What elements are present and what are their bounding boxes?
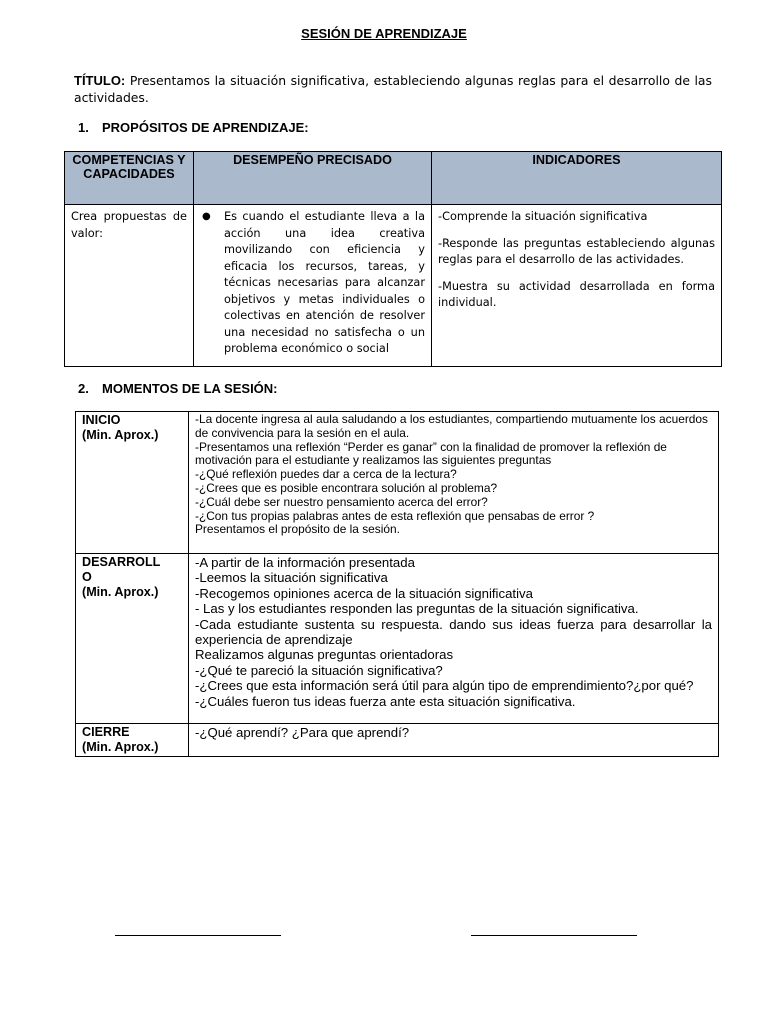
section-heading-text: MOMENTOS DE LA SESIÓN:	[102, 381, 278, 396]
section-number: 1.	[78, 120, 89, 135]
cierre-label-line: (Min. Aprox.)	[82, 740, 159, 754]
desarrollo-line: Realizamos algunas preguntas orientadoras	[195, 647, 454, 663]
inicio-line: -¿Con tus propias palabras antes de esta reflexión que pensabas de error ?	[195, 508, 595, 523]
desarrollo-line: -A partir de la información presentada	[195, 555, 415, 570]
document-title: SESIÓN DE APRENDIZAJE	[301, 26, 467, 41]
inicio-line: -¿Cuál debe ser nuestro pensamiento acerca del error?	[195, 494, 488, 509]
signature-line-right	[471, 935, 637, 936]
signature-line-left	[115, 935, 281, 936]
indicador-item: -Responde las preguntas estableciendo algunas reglas para el desarrollo de las actividades.	[438, 236, 715, 266]
desarrollo-label-line: O	[82, 570, 92, 584]
session-title-paragraph	[74, 72, 712, 106]
desarrollo-line: -Cada estudiante sustenta su respuesta. dando sus ideas fuerza para desarrollar la experiencia de aprendizaje	[195, 616, 712, 648]
indicador-item: -Muestra su actividad desarrollada en forma individual.	[438, 279, 715, 309]
inicio-line: -La docente ingresa al aula saludando a los estudiantes, compartiendo mutuamente los acuerdos de convivencia para la sesión en el aula.	[195, 412, 708, 440]
propositos-table	[64, 151, 722, 367]
inicio-label-line: (Min. Aprox.)	[82, 428, 159, 442]
inicio-content	[189, 412, 719, 554]
desarrollo-label-line: DESARROLL	[82, 555, 161, 569]
competencia-cell: Crea propuestas de valor:	[65, 205, 194, 367]
indicador-item: -Comprende la situación significativa	[438, 210, 648, 223]
cierre-content	[189, 724, 719, 757]
desarrollo-content	[189, 554, 719, 724]
cierre-line: -¿Qué aprendí? ¿Para que aprendí?	[195, 725, 410, 740]
indicadores-cell	[432, 205, 722, 367]
desarrollo-line: -¿Cuáles fueron tus ideas fuerza ante esta situación significativa.	[195, 693, 576, 709]
desempeno-text: Es cuando el estudiante lleva a la acción una idea creativa movilizando con eficiencia y eficacia los recursos, tareas, y técnicas necesarias para alcanzar objetivos y metas individuales o colectivas en atención de resolver una necesidad no satisfecha o un problema económico o social	[224, 210, 425, 355]
desarrollo-line: - Las y los estudiantes responden las preguntas de la situación significativa.	[195, 601, 639, 617]
section-heading-momentos	[78, 381, 278, 396]
desarrollo-line: -¿Qué te pareció la situación significativa?	[195, 662, 443, 678]
inicio-line: -¿Crees que es posible encontrara solución al problema?	[195, 480, 498, 495]
inicio-label	[76, 412, 189, 554]
inicio-line: -Presentamos una reflexión “Perder es ganar” con la finalidad de promover la reflexión de motivación para el estudiante y realizamos las siguientes preguntas	[195, 439, 667, 468]
header-competencias: COMPETENCIAS Y CAPACIDADES	[65, 152, 194, 205]
section-number: 2.	[78, 381, 89, 396]
section-heading-text: PROPÓSITOS DE APRENDIZAJE:	[102, 120, 309, 135]
desempeno-cell	[194, 205, 432, 367]
desarrollo-line: -Leemos la situación significativa	[195, 570, 388, 586]
header-desempeno: DESEMPEÑO PRECISADO	[194, 152, 432, 205]
titulo-text: Presentamos la situación significativa, estableciendo algunas reglas para el desarrollo de las actividades.	[74, 73, 712, 105]
momentos-table	[75, 411, 719, 757]
cierre-label	[76, 724, 189, 757]
desarrollo-label	[76, 554, 189, 724]
header-indicadores: INDICADORES	[432, 152, 722, 205]
inicio-line: Presentamos el propósito de la sesión.	[195, 522, 400, 537]
desarrollo-label-line: (Min. Aprox.)	[82, 585, 159, 599]
desarrollo-line: -¿Crees que esta información será útil para algún tipo de emprendimiento?¿por qué?	[195, 678, 694, 694]
inicio-label-line: INICIO	[82, 413, 121, 427]
cierre-label-line: CIERRE	[82, 725, 130, 739]
desarrollo-line: -Recogemos opiniones acerca de la situación significativa	[195, 585, 533, 601]
section-heading-propositos	[78, 120, 309, 135]
titulo-label: TÍTULO:	[74, 73, 126, 88]
inicio-line: -¿Qué reflexión puedes dar a cerca de la lectura?	[195, 467, 457, 482]
bullet-icon: ●	[202, 211, 211, 222]
